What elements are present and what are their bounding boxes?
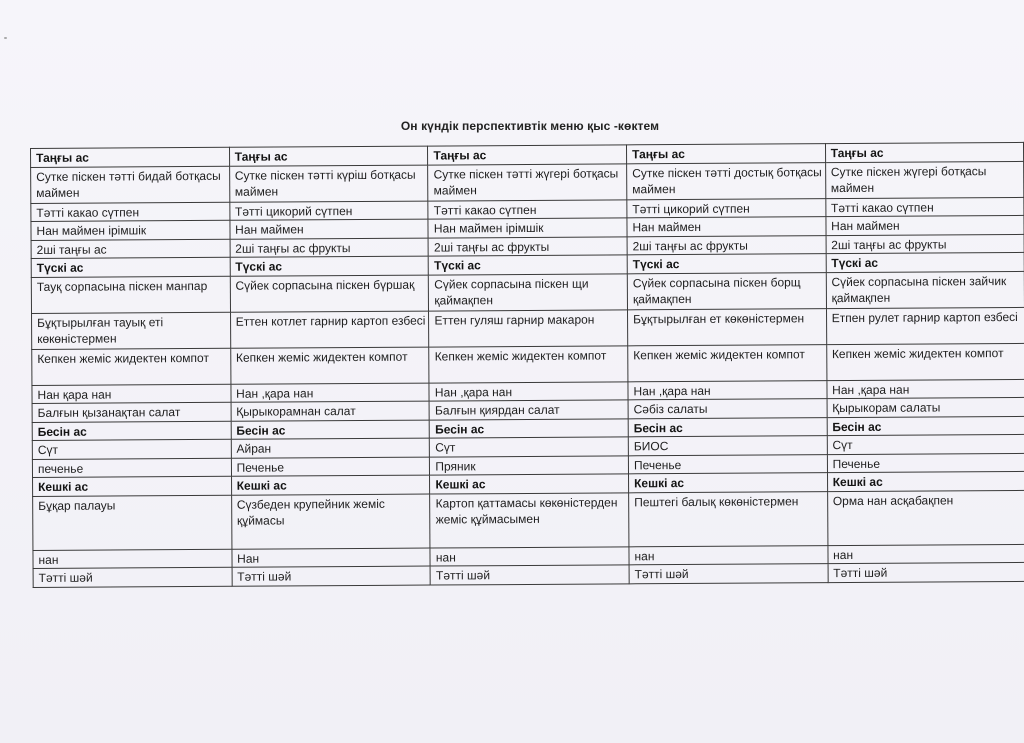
menu-cell: Кепкен жеміс жидектен компот bbox=[628, 344, 827, 381]
meal-header-cell: Кешкі ас bbox=[827, 471, 1024, 491]
menu-row bbox=[31, 271, 1024, 313]
menu-cell: Сутке піскен тәтті достық ботқасы маймен bbox=[627, 162, 826, 199]
menu-cell: 2ші таңғы ас фрукты bbox=[627, 235, 826, 255]
menu-cell: Кепкен жеміс жидектен компот bbox=[230, 347, 429, 384]
menu-cell: Нан ,қара нан bbox=[429, 381, 628, 401]
menu-cell: 2ші таңғы ас фрукты bbox=[428, 236, 627, 256]
menu-cell: Нан маймен ірімшік bbox=[428, 218, 627, 238]
menu-cell: нан bbox=[430, 546, 629, 566]
menu-cell: Бұқтырылған ет көкөністермен bbox=[627, 308, 826, 345]
menu-cell: Сутке піскен тәтті күріш ботқасы маймен bbox=[229, 165, 428, 202]
menu-cell: Нан ,қара нан bbox=[628, 380, 827, 400]
menu-row bbox=[32, 307, 1024, 349]
menu-cell: Тәтті цикорий сүтпен bbox=[627, 198, 826, 218]
menu-cell: Нан ,қара нан bbox=[827, 379, 1024, 399]
menu-cell: Сүт bbox=[32, 439, 231, 459]
menu-cell: Кепкен жеміс жидектен компот bbox=[429, 345, 628, 382]
meal-header-cell: Кешкі ас bbox=[629, 473, 828, 493]
menu-cell: Бұқтырылған тауық еті көкөністермен bbox=[32, 312, 231, 349]
meal-header-cell: Кешкі ас bbox=[231, 475, 430, 495]
menu-cell: Пряник bbox=[430, 455, 629, 475]
menu-table bbox=[30, 142, 1024, 588]
meal-header-cell: Түскі ас bbox=[429, 255, 628, 275]
meal-header-cell: Бесін ас bbox=[628, 417, 827, 437]
meal-header-cell: Түскі ас bbox=[31, 257, 230, 277]
meal-header-cell: Бесін ас bbox=[231, 420, 430, 440]
meal-header-cell: Таңғы ас bbox=[31, 147, 230, 167]
menu-cell: Нан ,қара нан bbox=[231, 383, 430, 403]
menu-cell: нан bbox=[828, 544, 1024, 564]
meal-header-cell: Кешкі ас bbox=[33, 476, 232, 496]
menu-cell: Бұқар палауы bbox=[33, 495, 232, 550]
menu-cell: Нан маймен bbox=[627, 217, 826, 237]
menu-cell: Тәтті какао сүтпен bbox=[31, 202, 230, 222]
menu-cell: нан bbox=[629, 545, 828, 565]
menu-cell: 2ші таңғы ас bbox=[31, 239, 230, 259]
menu-cell: Нан маймен ірімшік bbox=[31, 220, 230, 240]
menu-cell: 2ші таңғы ас фрукты bbox=[826, 234, 1024, 254]
menu-cell: Тәтті цикорий сүтпен bbox=[229, 201, 428, 221]
menu-cell: Сүйек сорпасына піскен борщ қаймақпен bbox=[627, 272, 826, 309]
menu-cell: Нан маймен bbox=[230, 219, 429, 239]
meal-header-cell: Түскі ас bbox=[230, 256, 429, 276]
menu-cell: Нан қара нан bbox=[32, 384, 231, 404]
menu-cell: Еттен гуляш гарнир макарон bbox=[429, 309, 628, 346]
meal-header-cell: Бесін ас bbox=[32, 421, 231, 441]
meal-header-cell: Түскі ас bbox=[826, 252, 1024, 272]
menu-row bbox=[31, 161, 1024, 203]
meal-header-cell: Таңғы ас bbox=[626, 144, 825, 164]
menu-cell: Картоп қаттамасы көкөністерден жеміс құймасымен bbox=[430, 492, 629, 547]
menu-cell: Тәтті шәй bbox=[828, 562, 1024, 582]
scan-speck bbox=[4, 37, 7, 39]
menu-cell: Пештегі балық көкөністермен bbox=[629, 491, 828, 546]
meal-header-cell: Таңғы ас bbox=[825, 142, 1023, 162]
menu-cell: БИОС bbox=[628, 436, 827, 456]
menu-cell: Сутке піскен тәтті жүгері ботқасы маймен bbox=[428, 163, 627, 200]
menu-cell: Тәтті какао сүтпен bbox=[428, 199, 627, 219]
menu-cell: Сүйек сорпасына піскен щи қаймақпен bbox=[429, 273, 628, 310]
menu-row bbox=[32, 343, 1024, 385]
menu-cell: Печенье bbox=[827, 453, 1024, 473]
menu-cell: нан bbox=[33, 549, 232, 569]
menu-cell: Печенье bbox=[628, 454, 827, 474]
menu-cell: Қырыкорам салаты bbox=[827, 397, 1024, 417]
menu-cell: Қырыкорамнан салат bbox=[231, 401, 430, 421]
menu-cell: Кепкен жеміс жидектен компот bbox=[32, 348, 231, 385]
menu-cell: Балғын қиярдан салат bbox=[429, 400, 628, 420]
menu-cell: печенье bbox=[32, 458, 231, 478]
menu-cell: Сүт bbox=[827, 434, 1024, 454]
document-title: Он күндік перспективтік меню қыс -көктем bbox=[400, 119, 660, 133]
menu-cell: Орма нан асқабақпен bbox=[827, 490, 1024, 545]
menu-table-body bbox=[31, 142, 1024, 587]
menu-cell: Сүзбеден крупейник жеміс құймасы bbox=[231, 494, 430, 549]
menu-cell: Нан bbox=[232, 548, 431, 568]
meal-header-cell: Бесін ас bbox=[430, 418, 629, 438]
meal-header-cell: Бесін ас bbox=[827, 416, 1024, 436]
menu-cell: Еттен котлет гарнир картоп езбесі bbox=[230, 311, 429, 348]
meal-header-cell: Кешкі ас bbox=[430, 474, 629, 494]
menu-cell: Тәтті шәй bbox=[33, 567, 232, 587]
menu-cell: Сүйек сорпасына піскен бүршақ bbox=[230, 275, 429, 312]
menu-cell: Тауқ сорпасына піскен манпар bbox=[31, 276, 230, 313]
menu-cell: Сүйек сорпасына піскен зайчик қаймақпен bbox=[826, 271, 1024, 308]
menu-cell: Сүт bbox=[430, 437, 629, 457]
menu-row bbox=[33, 490, 1024, 550]
menu-cell: Печенье bbox=[231, 457, 430, 477]
menu-cell: Айран bbox=[231, 438, 430, 458]
menu-cell: Сутке піскен жүгері ботқасы маймен bbox=[825, 161, 1024, 198]
meal-header-cell: Таңғы ас bbox=[229, 146, 428, 166]
menu-cell: 2ші таңғы ас фрукты bbox=[230, 238, 429, 258]
menu-cell: Балғын қызанақтан салат bbox=[32, 402, 231, 422]
menu-cell: Етпен рулет гарнир картоп езбесі bbox=[826, 307, 1024, 344]
menu-cell: Сәбіз салаты bbox=[628, 399, 827, 419]
menu-cell: Кепкен жеміс жидектен компот bbox=[826, 343, 1024, 380]
menu-cell: Нан маймен bbox=[826, 215, 1024, 235]
menu-cell: Тәтті какао сүтпен bbox=[825, 197, 1023, 217]
meal-header-cell: Түскі ас bbox=[627, 254, 826, 274]
meal-header-cell: Таңғы ас bbox=[428, 145, 627, 165]
menu-cell: Тәтті шәй bbox=[430, 565, 629, 585]
menu-cell: Тәтті шәй bbox=[629, 564, 828, 584]
menu-cell: Сутке піскен тәтті бидай ботқасы маймен bbox=[31, 166, 230, 203]
menu-cell: Тәтті шәй bbox=[232, 566, 431, 586]
